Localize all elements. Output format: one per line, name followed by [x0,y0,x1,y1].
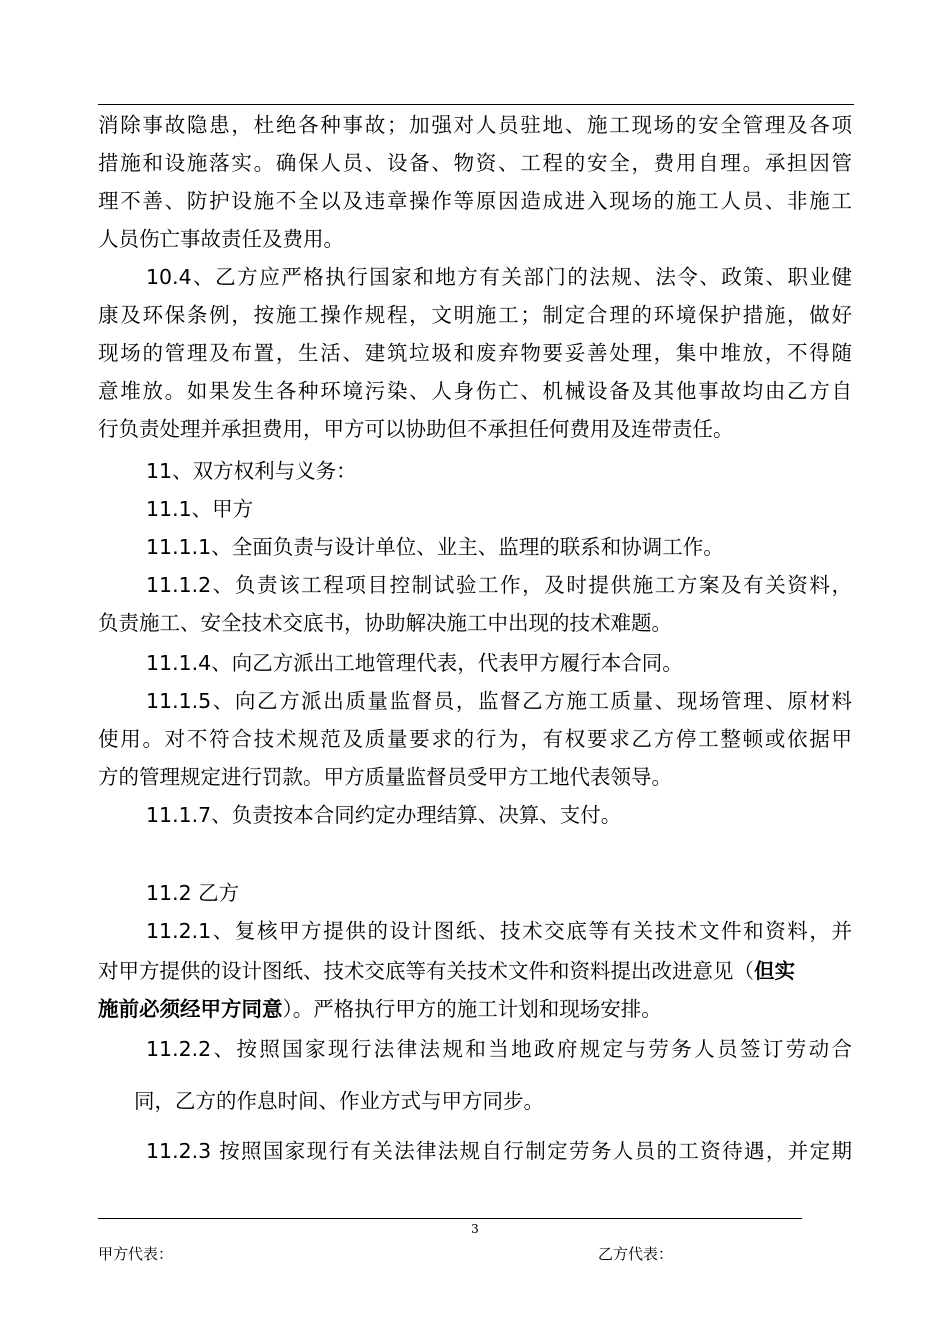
text-line: 使用。对不符合技术规范及质量要求的行为，有权要求乙方停工整顿或依据甲 [98,727,852,751]
text-line: 现场的管理及布置，生活、建筑垃圾和废弃物要妥善处理，集中堆放，不得随 [98,341,852,365]
text-line: 消除事故隐患，杜绝各种事故；加强对人员驻地、施工现场的安全管理及各项 [98,113,852,137]
text-run: ）。严格执行甲方的施工计划和现场安排。 [282,997,662,1021]
clause-11-2-2: 11.2.2、按照国家现行法律法规和当地政府规定与劳务人员签订劳动合 [146,1037,852,1061]
text-run: 对甲方提供的设计图纸、技术交底等有关技术文件和资料提出改进意见（ [98,959,754,983]
text-line: 负责施工、安全技术交底书，协助解决施工中出现的技术难题。 [98,611,672,635]
footer-rule [98,1218,802,1219]
bold-text-run: 但实 [754,959,795,983]
party-a-representative-label: 甲方代表： [98,1245,174,1263]
clause-11-2-1: 11.2.1、复核甲方提供的设计图纸、技术交底等有关技术文件和资料，并 [146,919,852,943]
clause-11-1-2: 11.1.2、负责该工程项目控制试验工作，及时提供施工方案及有关资料， [146,573,852,597]
text-line: 方的管理规定进行罚款。甲方质量监督员受甲方工地代表领导。 [98,765,672,789]
text-line [98,990,662,1028]
header-rule [98,104,854,105]
text-line: 意堆放。如果发生各种环境污染、人身伤亡、机械设备及其他事故均由乙方自 [98,379,852,403]
clause-11-1-4: 11.1.4、向乙方派出工地管理代表，代表甲方履行本合同。 [146,651,683,675]
page-number: 3 [471,1222,479,1236]
section-11-1-heading: 11.1、甲方 [146,497,254,521]
text-line: 措施和设施落实。确保人员、设备、物资、工程的安全，费用自理。承担因管 [98,151,852,175]
text-line: 同，乙方的作息时间、作业方式与甲方同步。 [134,1089,544,1113]
text-line: 康及环保条例，按施工操作规程，文明施工；制定合理的环境保护措施，做好 [98,303,852,327]
section-11-2-heading: 11.2 乙方 [146,881,240,905]
clause-11-1-7: 11.1.7、负责按本合同约定办理结算、决算、支付。 [146,803,622,827]
clause-10-4: 10.4、乙方应严格执行国家和地方有关部门的法规、法令、政策、职业健 [146,265,852,289]
clause-11-1-1: 11.1.1、全面负责与设计单位、业主、监理的联系和协调工作。 [146,535,724,559]
party-b-representative-label: 乙方代表： [598,1245,674,1263]
text-line: 理不善、防护设施不全以及违章操作等原因造成进入现场的施工人员、非施工 [98,189,852,213]
clause-11-1-5: 11.1.5、向乙方派出质量监督员，监督乙方施工质量、现场管理、原材料 [146,689,852,713]
text-line [98,952,795,990]
clause-11-2-3: 11.2.3 按照国家现行有关法律法规自行制定劳务人员的工资待遇，并定期 [146,1139,852,1163]
text-line: 行负责处理并承担费用，甲方可以协助但不承担任何费用及连带责任。 [98,417,734,441]
bold-text-run: 施前必须经甲方同意 [98,997,283,1021]
section-11-heading: 11、双方权利与义务： [146,459,357,483]
text-line: 人员伤亡事故责任及费用。 [98,227,344,251]
